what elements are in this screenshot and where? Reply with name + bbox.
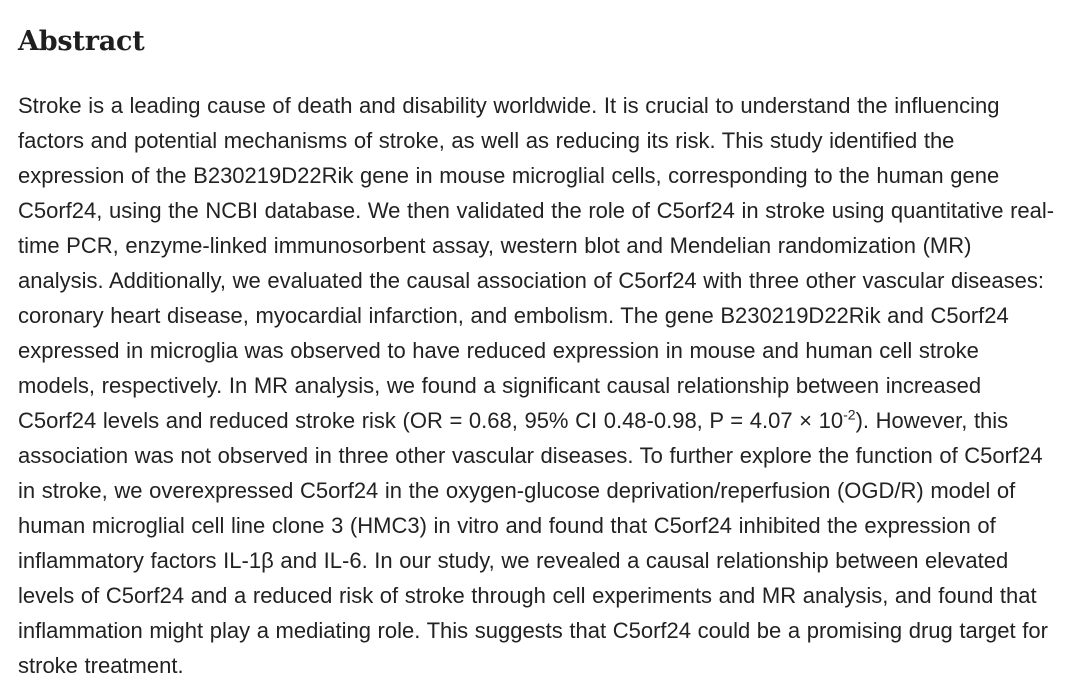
abstract-text-part1: Stroke is a leading cause of death and disability worldwide. It is crucial to understand the influencing factors and potential mechanisms of stroke, as well as reducing its risk. This study identified the expression of the B230219D22Rik gene in mouse microglial cells, corresponding to the human gene C5orf24, using the NCBI database. We then validated the role of C5orf24 in stroke using quantitative real-time PCR, enzyme-linked immunosorbent assay, western blot and Mendelian randomization (MR) analysis. Additionally, we evaluated the causal association of C5orf24 with three other vascular diseases: coronary heart disease, myocardial infarction, and embolism. The gene B230219D22Rik and C5orf24 expressed in microglia was observed to have reduced expression in mouse and human cell stroke models, respectively. In MR analysis, we found a significant causal relationship between increased C5orf24 levels and reduced stroke risk (OR = 0.68, 95% CI 0.48-0.98, P = 4.07 × 10 [18, 93, 1055, 433]
p-value-exponent: -2 [843, 406, 856, 423]
abstract-text-part2: ). However, this association was not observed in three other vascular diseases. To further explore the function of C5orf24 in stroke, we overexpressed C5orf24 in the oxygen-glucose deprivation/reperfusion (OGD/R) model of human microglial cell line clone 3 (HMC3) in vitro and found that C5orf24 inhibited the expression of inflammatory factors IL-1β and IL-6. In our study, we revealed a causal relationship between elevated levels of C5orf24 and a reduced risk of stroke through cell experiments and MR analysis, and found that inflammation might play a mediating role. This suggests that C5orf24 could be a promising drug target for stroke treatment. [18, 408, 1048, 678]
abstract-heading: Abstract [18, 26, 145, 57]
abstract-body [18, 88, 1062, 683]
